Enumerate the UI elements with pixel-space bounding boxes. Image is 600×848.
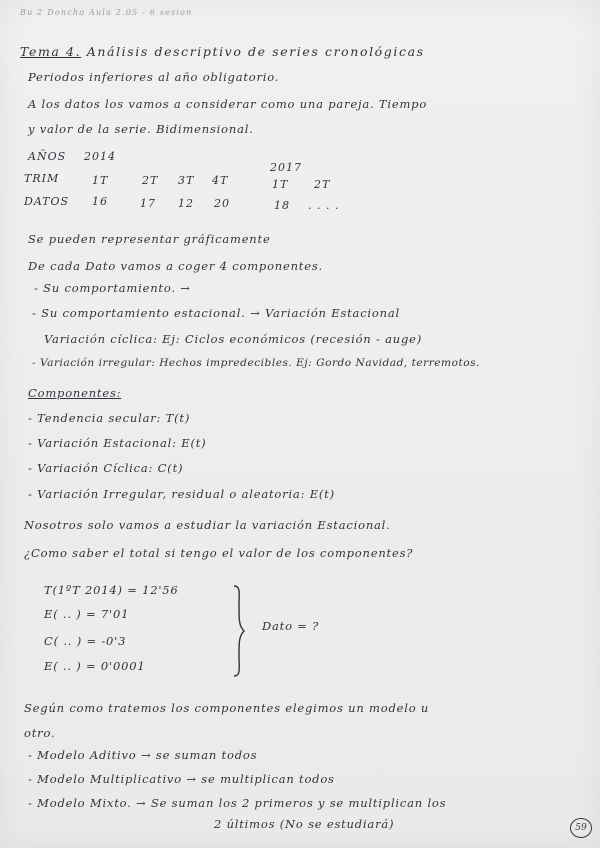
body-line: ¿Como saber el total si tengo el valor de los componentes? bbox=[24, 546, 414, 560]
table-years-label: AÑOS bbox=[28, 150, 67, 163]
models-intro-cont: otro. bbox=[24, 726, 56, 740]
page-title bbox=[20, 44, 425, 59]
table-trim: 4T bbox=[212, 174, 229, 187]
body-line: Variación cíclica: Ej: Ciclos económicos (recesión - auge) bbox=[44, 332, 423, 346]
intro-line-2: A los datos los vamos a considerar como una pareja. Tiempo bbox=[28, 97, 428, 111]
table-trim: 3T bbox=[178, 174, 195, 187]
table-year-2017: 2017 bbox=[270, 161, 302, 174]
body-line: De cada Dato vamos a coger 4 componentes. bbox=[28, 259, 323, 273]
table-dato: 17 bbox=[140, 197, 156, 210]
table-dato: 18 bbox=[274, 199, 290, 212]
body-line: Se pueden representar gráficamente bbox=[28, 232, 271, 246]
body-line: - Su comportamiento estacional. → Variación Estacional bbox=[32, 306, 400, 320]
table-trim-label: TRIM bbox=[24, 172, 60, 185]
body-line: - Su comportamiento. → bbox=[34, 281, 191, 295]
table-trim: 1T bbox=[272, 178, 289, 191]
component-item: - Tendencia secular: T(t) bbox=[28, 411, 191, 425]
table-dato-ellipsis: . . . . bbox=[308, 199, 340, 212]
intro-line-3: y valor de la serie. Bidimensional. bbox=[28, 122, 254, 136]
curly-brace-icon bbox=[232, 584, 246, 678]
model-item: - Modelo Mixto. → Se suman los 2 primeros y se multiplican los bbox=[28, 796, 447, 810]
faint-header: Bu 2 Doncho Aula 2.05 - 6 sesion bbox=[20, 8, 193, 17]
table-trim: 1T bbox=[92, 174, 109, 187]
components-heading: Componentes: bbox=[28, 386, 122, 400]
model-item-cont: 2 últimos (No se estudiará) bbox=[214, 817, 395, 831]
intro-line-1: Periodos inferiores al año obligatorio. bbox=[28, 70, 280, 84]
equation-row: E( .. ) = 7'01 bbox=[44, 607, 130, 621]
table-trim: 2T bbox=[314, 178, 331, 191]
table-dato: 16 bbox=[92, 195, 108, 208]
table-datos-label: DATOS bbox=[24, 195, 70, 208]
table-dato: 12 bbox=[178, 197, 194, 210]
body-line: - Variación irregular: Hechos impredecibles. Ej: Gordo Navidad, terremotos. bbox=[32, 357, 480, 369]
equation-row: E( .. ) = 0'0001 bbox=[44, 659, 146, 673]
model-item: - Modelo Multiplicativo → se multiplican todos bbox=[28, 772, 335, 786]
title-text: Análisis descriptivo de series cronológicas bbox=[86, 44, 425, 59]
page-number: 59 bbox=[570, 818, 592, 838]
component-item: - Variación Irregular, residual o aleatoria: E(t) bbox=[28, 487, 335, 501]
models-intro: Según como tratemos los componentes elegimos un modelo u bbox=[24, 701, 430, 715]
title-label: Tema 4. bbox=[20, 44, 82, 59]
component-item: - Variación Estacional: E(t) bbox=[28, 436, 207, 450]
table-trim: 2T bbox=[142, 174, 159, 187]
body-line: Nosotros solo vamos a estudiar la variación Estacional. bbox=[24, 518, 391, 532]
equation-row: T(1ºT 2014) = 12'56 bbox=[44, 583, 179, 597]
model-item: - Modelo Aditivo → se suman todos bbox=[28, 748, 258, 762]
table-year-2014: 2014 bbox=[84, 150, 116, 163]
equation-result: Dato = ? bbox=[262, 619, 320, 633]
table-dato: 20 bbox=[214, 197, 230, 210]
component-item: - Variación Cíclica: C(t) bbox=[28, 461, 184, 475]
equation-row: C( .. ) = -0'3 bbox=[44, 634, 127, 648]
